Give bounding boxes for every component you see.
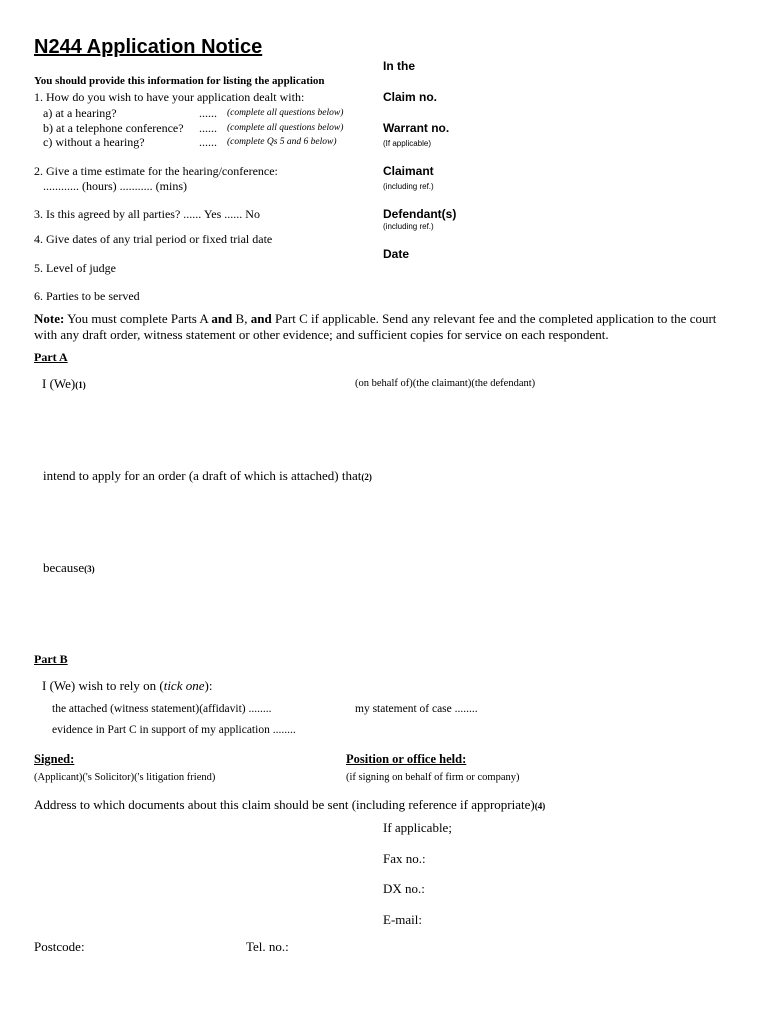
rely-tick: tick one bbox=[163, 678, 205, 693]
listing-heading: You should provide this information for listing the application bbox=[34, 75, 325, 87]
defendants-label: Defendant(s) bbox=[383, 207, 457, 221]
ref-2: (2) bbox=[361, 472, 372, 482]
signed-label: Signed: bbox=[34, 752, 75, 766]
dx-label: DX no.: bbox=[383, 881, 425, 896]
ref-1: (1) bbox=[75, 380, 86, 390]
warrant-note: (If applicable) bbox=[383, 139, 432, 148]
question-6: 6. Parties to be served bbox=[34, 289, 140, 303]
intend-label: intend to apply for an order (a draft of which is attached) that bbox=[43, 468, 362, 483]
option-1b: b) at a telephone conference? bbox=[43, 121, 184, 135]
ref-3: (3) bbox=[84, 564, 95, 574]
claim-no-label: Claim no. bbox=[383, 90, 438, 104]
option-statement-of-case[interactable]: my statement of case ........ bbox=[355, 703, 478, 715]
part-b-heading: Part B bbox=[34, 652, 68, 666]
if-applicable-label: If applicable; bbox=[383, 820, 452, 835]
warrant-no-label: Warrant no. bbox=[383, 121, 450, 135]
option-1b-dots[interactable]: ...... bbox=[199, 121, 217, 135]
rely-text-1: I (We) wish to rely on ( bbox=[42, 678, 164, 693]
on-behalf-label: (on behalf of)(the claimant)(the defendant) bbox=[355, 378, 536, 389]
question-4: 4. Give dates of any trial period or fixed trial date bbox=[34, 232, 273, 246]
question-5: 5. Level of judge bbox=[34, 261, 116, 275]
option-1a-dots[interactable]: ...... bbox=[199, 106, 217, 120]
part-a-heading: Part A bbox=[34, 350, 68, 364]
note-text-1: You must complete Parts A bbox=[64, 311, 212, 326]
claimant-note: (including ref.) bbox=[383, 182, 434, 191]
postcode-label: Postcode: bbox=[34, 939, 85, 954]
option-1a-note: (complete all questions below) bbox=[227, 108, 344, 118]
time-estimate-field[interactable]: ............ (hours) ........... (mins) bbox=[43, 179, 187, 193]
position-sub: (if signing on behalf of firm or company) bbox=[346, 772, 520, 783]
rely-line bbox=[42, 678, 212, 694]
address-label: Address to which documents about this claim should be sent (including reference if appropriate) bbox=[34, 797, 535, 812]
ref-4: (4) bbox=[534, 801, 546, 811]
date-label: Date bbox=[383, 247, 410, 261]
signed-sub: (Applicant)('s Solicitor)('s litigation friend) bbox=[34, 772, 216, 783]
option-1b-note: (complete all questions below) bbox=[227, 123, 344, 133]
note-paragraph bbox=[34, 311, 734, 343]
defendants-note: (including ref.) bbox=[383, 222, 434, 231]
note-text-2: B, bbox=[232, 311, 251, 326]
rely-text-2: ): bbox=[204, 678, 213, 693]
email-label: E-mail: bbox=[383, 912, 422, 927]
note-text-3: Part C if applicable. Send any relevant fee and the completed application to the court with any draft order, witness statement or other evidence; and sufficient copies for service on each respondent. bbox=[34, 311, 717, 342]
because-line bbox=[43, 560, 95, 576]
tel-label: Tel. no.: bbox=[246, 939, 289, 954]
note-and-1: and bbox=[211, 311, 233, 326]
i-we-label: I (We) bbox=[42, 376, 76, 391]
in-the-label: In the bbox=[383, 59, 415, 73]
claimant-label: Claimant bbox=[383, 164, 434, 178]
question-1: 1. How do you wish to have your application dealt with: bbox=[34, 90, 305, 104]
note-label: Note: bbox=[34, 311, 65, 326]
position-label: Position or office held: bbox=[346, 752, 467, 766]
option-1c-note: (complete Qs 5 and 6 below) bbox=[227, 137, 337, 147]
because-label: because bbox=[43, 560, 85, 575]
option-evidence-part-c[interactable]: evidence in Part C in support of my application ........ bbox=[52, 724, 296, 736]
option-1c-dots[interactable]: ...... bbox=[199, 135, 217, 149]
part-a-applicant bbox=[42, 376, 86, 392]
question-2: 2. Give a time estimate for the hearing/conference: bbox=[34, 164, 278, 178]
question-3[interactable]: 3. Is this agreed by all parties? ...... Yes ...... No bbox=[34, 207, 260, 221]
fax-label: Fax no.: bbox=[383, 851, 426, 866]
option-1a: a) at a hearing? bbox=[43, 106, 117, 120]
address-line bbox=[34, 797, 545, 813]
option-1c: c) without a hearing? bbox=[43, 135, 145, 149]
page-title: N244 Application Notice bbox=[34, 36, 263, 58]
note-and-2: and bbox=[250, 311, 272, 326]
option-witness-statement[interactable]: the attached (witness statement)(affidavit) ........ bbox=[52, 703, 272, 715]
intend-line bbox=[43, 468, 372, 484]
